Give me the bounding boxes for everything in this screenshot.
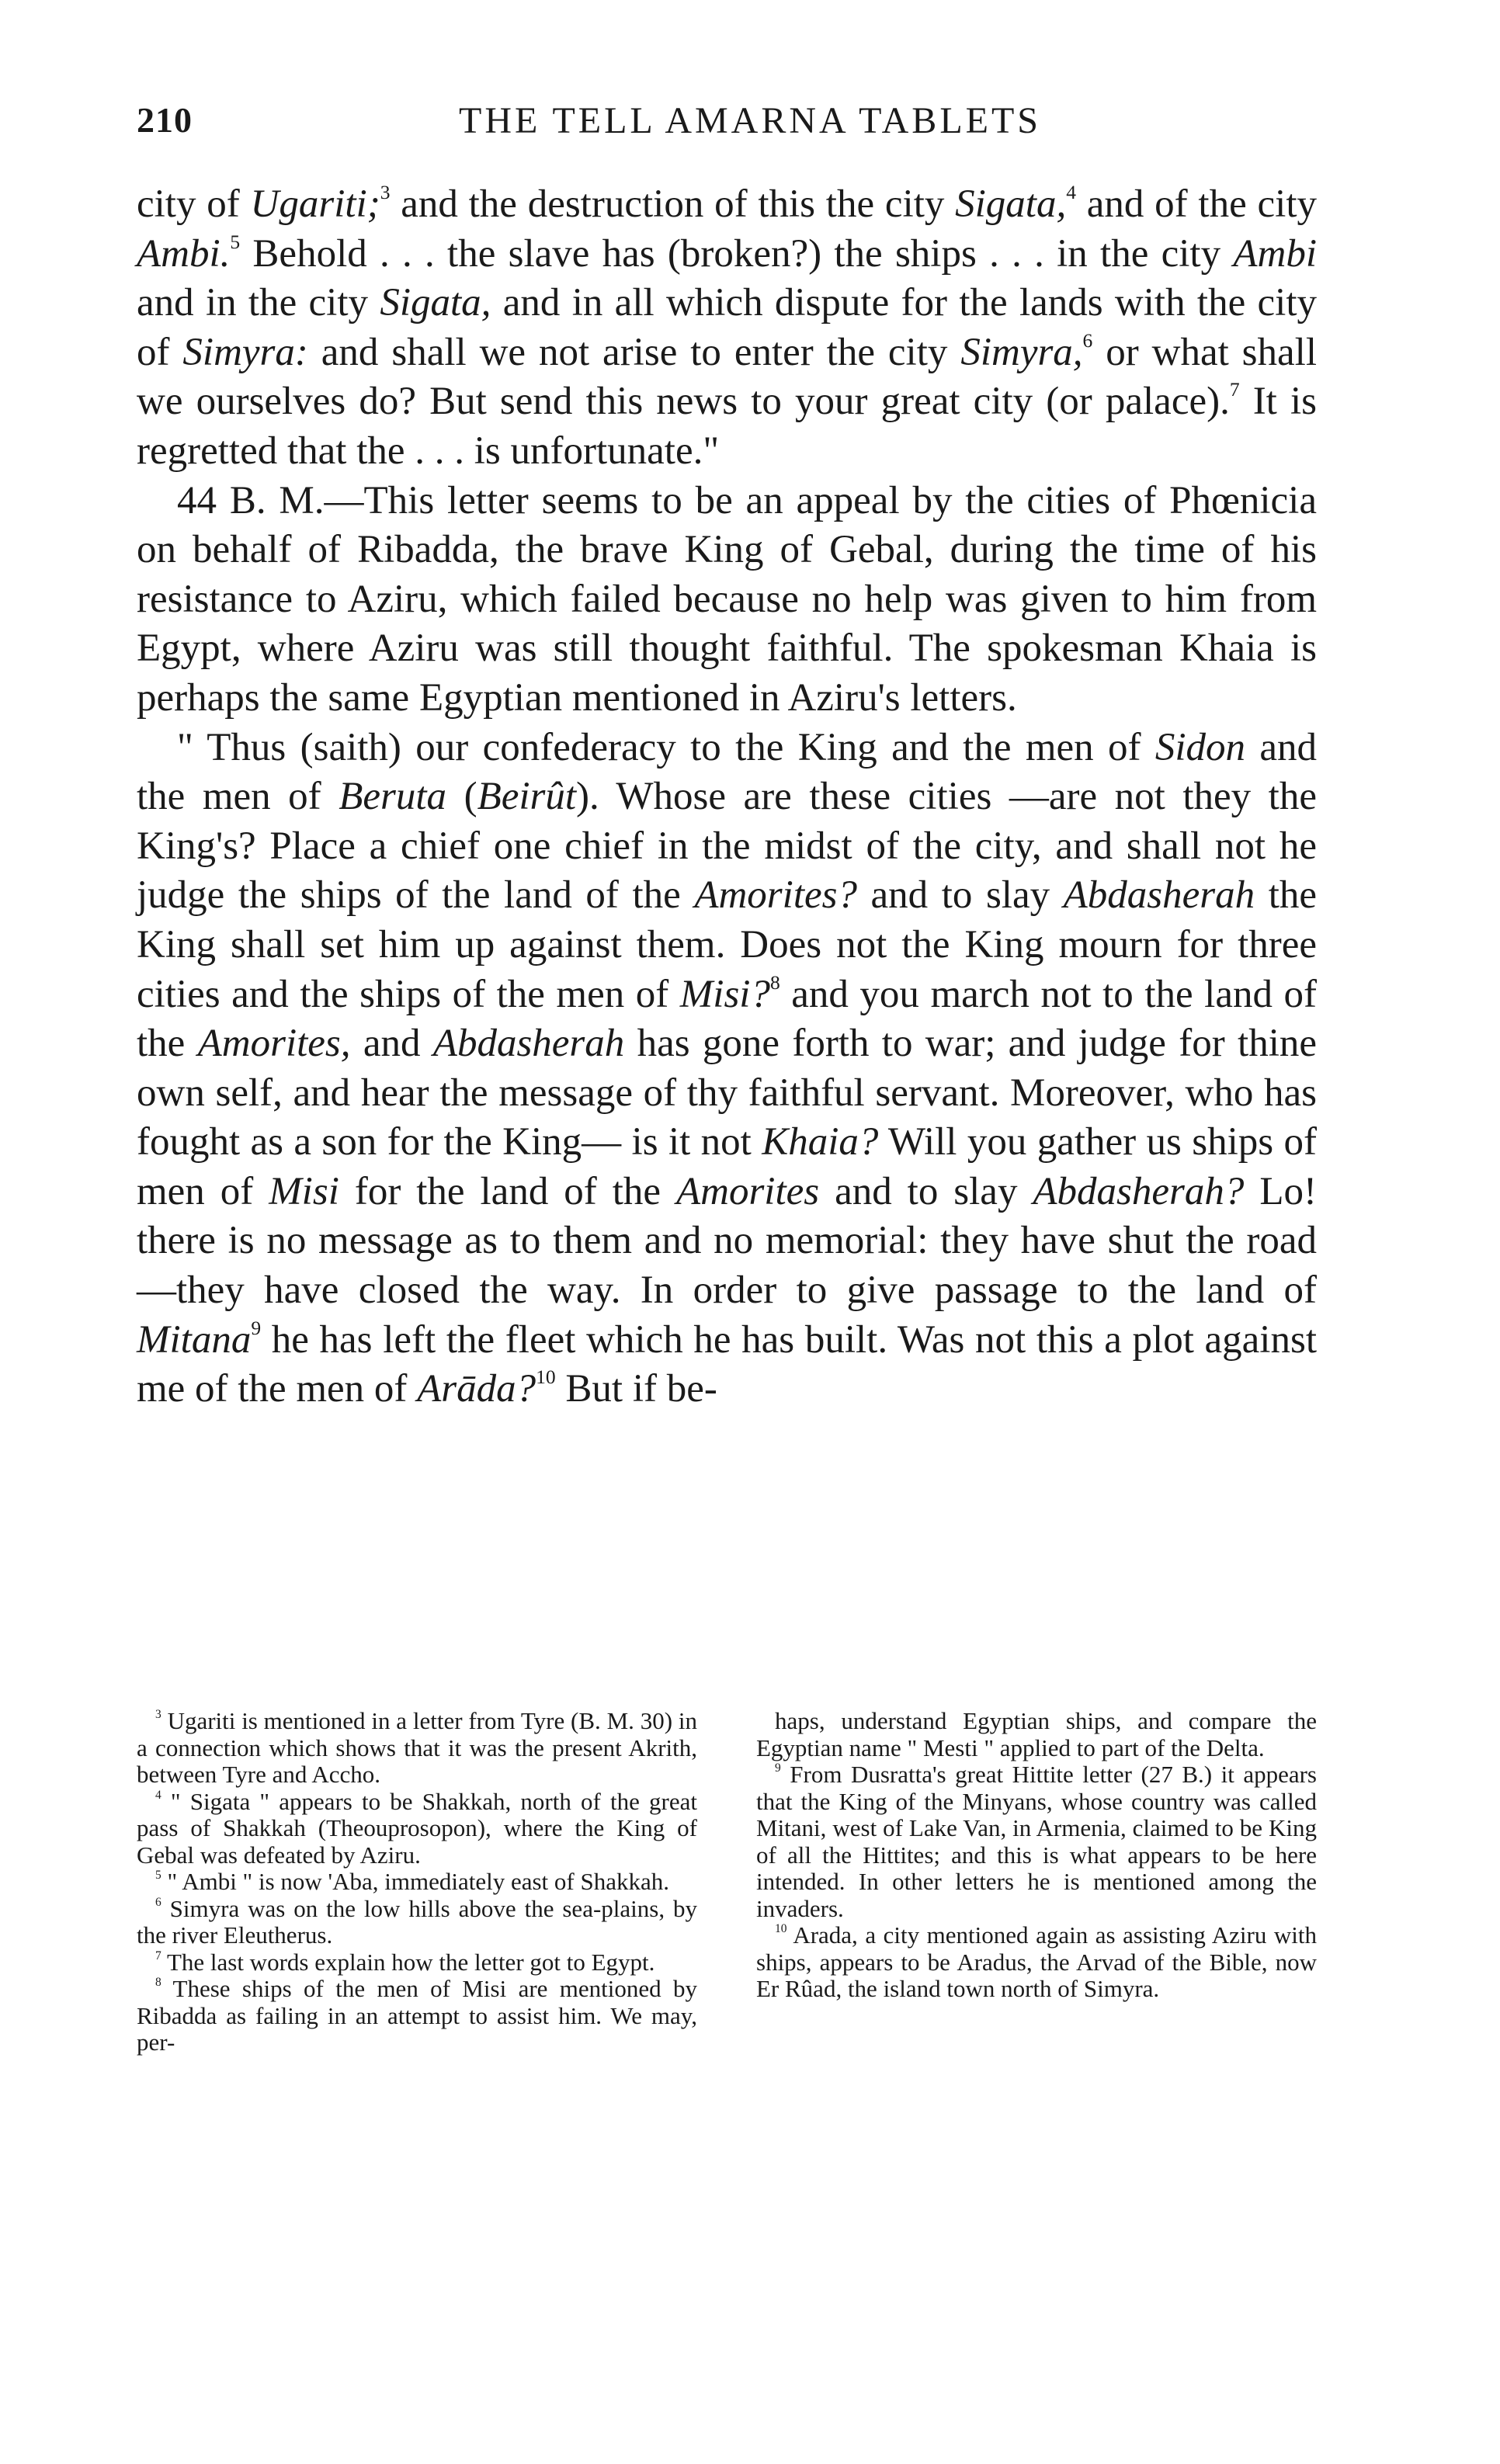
footnote <box>137 1708 697 1789</box>
footnote-ref: 3 <box>380 181 391 204</box>
text-run: he has left the fleet which he has built. Was not this a plot against me of the men of <box>137 1317 1317 1411</box>
main-text <box>137 180 1317 1414</box>
footnote-ref: 4 <box>1066 181 1076 204</box>
text-run: has gone forth to war; and judge for thine own self, and hear the message of thy faithful servant. Moreover, who has fought as a son for the King— is it not <box>137 1022 1317 1164</box>
page-number: 210 <box>137 100 193 140</box>
italic-term: Khaia? <box>762 1120 879 1164</box>
paragraph-letter-44 <box>137 724 1317 1414</box>
italic-term: Mitana <box>137 1317 252 1362</box>
text-run: and in all which dispute for the lands with the city of <box>137 281 1317 374</box>
text-run: and to slay <box>856 873 1064 918</box>
text-run: for the land of the <box>339 1169 676 1213</box>
footnote <box>137 1896 697 1949</box>
italic-term: Beirût <box>477 775 577 819</box>
text-run: and shall we not arise to enter the city <box>307 330 961 374</box>
footnotes-left-column <box>137 1708 697 2056</box>
italic-term: Ambi <box>1233 231 1317 276</box>
text-run: Will you gather us ships of men of <box>137 1120 1317 1213</box>
italic-term: Misi <box>269 1169 339 1213</box>
text-run: Lo! there is no message as to them and no memorial: they have shut the road—they have closed the way. In order to give passage to the land of <box>137 1169 1317 1313</box>
footnote-text: Ugariti is mentioned in a letter from Tyre (B. M. 30) in a connection which shows that it was the present Akrith, between Tyre and Accho. <box>137 1707 697 1788</box>
text-run: or what shall we ourselves do? But send this news to your great city (or palace). <box>137 330 1317 424</box>
footnote-ref: 6 <box>1082 328 1093 352</box>
footnote-text: " Sigata " appears to be Shakkah, north of the great pass of Shakkah (Theouprosopon), where the King of Gebal was defeated by Aziru. <box>137 1787 697 1869</box>
footnotes <box>137 1708 1317 2056</box>
text-run: and in the city <box>137 281 380 325</box>
footnote-number: 4 <box>155 1788 161 1802</box>
italic-term: Misi? <box>679 972 770 1016</box>
text-run: and the men of <box>137 725 1317 819</box>
footnote-number: 3 <box>155 1708 161 1722</box>
footnote-ref: 8 <box>769 970 780 994</box>
footnote-number: 5 <box>155 1869 161 1883</box>
footnote <box>137 1789 697 1869</box>
text-run: Behold . . . the slave has (broken?) the ships . . . in the city <box>240 231 1234 276</box>
footnote-number: 9 <box>775 1761 781 1775</box>
footnote-number: 7 <box>155 1949 161 1963</box>
italic-term: Sidon <box>1155 725 1245 769</box>
footnotes-right-column <box>756 1708 1317 2056</box>
text-run: and <box>350 1022 433 1066</box>
footnote-text: Arada, a city mentioned again as assisting Aziru with ships, appears to be Aradus, the Arvad of the Bible, now Er Rûad, the island town north of Simyra. <box>756 1921 1317 2002</box>
italic-term: Simyra: <box>182 330 308 374</box>
italic-term: Simyra, <box>960 330 1083 374</box>
italic-term: Sigata, <box>380 281 491 325</box>
text-run: and of the city <box>1075 182 1317 226</box>
running-title: THE TELL AMARNA TABLETS <box>459 100 1041 141</box>
text-run: city of <box>137 182 251 226</box>
italic-term: Arāda? <box>417 1367 536 1411</box>
text-run: 44 B. M.—This letter seems to be an appeal by the cities of Phœnicia on behalf of Ribadda, the brave King of Gebal, during the time of his resistance to Aziru, which failed because no help was given to him from Egypt, where Aziru was still thought faithful. The spokesman Khaia is perhaps the same Egyptian mentioned in Aziru's letters. <box>137 478 1317 720</box>
italic-term: Abdasherah? <box>1033 1169 1245 1213</box>
text-run: and the destruction of this the city <box>390 182 956 226</box>
page-header <box>137 99 1363 155</box>
text-run: It is regretted that the . . . is unfortunate." <box>137 380 1317 473</box>
italic-term: Ambi. <box>137 231 231 276</box>
footnote-ref: 9 <box>251 1316 262 1339</box>
footnote-number: 8 <box>155 1976 161 1990</box>
paragraph-letter-end <box>137 180 1317 477</box>
text-run: ). Whose are these cities —are not they the King's? Place a chief one chief in the midst of the city, and shall not he judge the ships of the land of the <box>137 775 1317 918</box>
text-run: the King shall set him up against them. Does not the King mourn for three cities and the ships of the men of <box>137 873 1318 1016</box>
footnote-text: Simyra was on the low hills above the sea-plains, by the river Eleutherus. <box>137 1894 697 1949</box>
footnote <box>756 1922 1317 2003</box>
footnote <box>137 1869 697 1896</box>
italic-term: Abdasherah <box>432 1022 625 1066</box>
text-run: and you march not to the land of the <box>137 972 1317 1066</box>
footnote-ref: 7 <box>1229 378 1240 401</box>
italic-term: Sigata, <box>955 182 1067 226</box>
footnote-ref: 10 <box>536 1366 556 1389</box>
italic-term: Amorites, <box>197 1022 351 1066</box>
footnote-text: From Dusratta's great Hittite letter (27 B.) it appears that the King of the Minyans, whose country was called Mitani, west of Lake Van, in Armenia, claimed to be King of all the Hittites; and this is what appears to be here intended. In other letters he is mentioned among the invaders. <box>756 1761 1317 1922</box>
footnote <box>756 1708 1317 1761</box>
italic-term: Amorites <box>675 1169 820 1213</box>
footnote-number: 10 <box>775 1922 787 1936</box>
footnote <box>756 1761 1317 1922</box>
footnote-text: haps, understand Egyptian ships, and compare the Egyptian name " Mesti " applied to part of the Delta. <box>756 1707 1317 1761</box>
italic-term: Beruta <box>339 775 447 819</box>
footnote <box>137 1976 697 2056</box>
footnote-text: " Ambi " is now 'Aba, immediately east of Shakkah. <box>161 1868 669 1895</box>
footnote-number: 6 <box>155 1895 161 1909</box>
italic-term: Ugariti; <box>250 182 380 226</box>
footnote <box>137 1949 697 1976</box>
italic-term: Amorites? <box>694 873 857 918</box>
italic-term: Abdasherah <box>1063 873 1255 918</box>
footnote-text: These ships of the men of Misi are mentioned by Ribadda as failing in an attempt to assist him. We may, per- <box>137 1975 697 2056</box>
paragraph-commentary <box>137 477 1317 724</box>
text-run: But if be- <box>555 1367 717 1411</box>
text-run: and to slay <box>819 1169 1033 1213</box>
text-run: ( <box>446 775 477 819</box>
footnote-ref: 5 <box>230 230 241 253</box>
footnote-text: The last words explain how the letter got to Egypt. <box>161 1948 655 1976</box>
text-run: " Thus (saith) our confederacy to the King and the men of <box>177 725 1155 769</box>
